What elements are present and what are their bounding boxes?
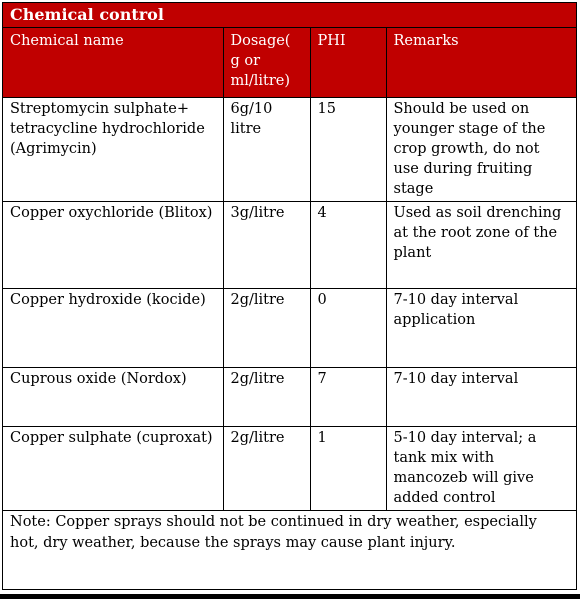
cell-phi: 1 [310,427,386,511]
cell-remarks: 7-10 day interval [386,368,576,427]
cell-remarks: 5-10 day interval; a tank mix with mancozeb will give added control [386,427,576,511]
cell-phi: 4 [310,202,386,289]
column-header-phi: PHI [310,28,386,98]
cell-dosage: 2g/litre [223,368,310,427]
cell-phi: 0 [310,289,386,368]
cell-chemical-name: Streptomycin sulphate+ tetracycline hydrochloride (Agrimycin) [3,98,223,202]
cell-chemical-name: Cuprous oxide (Nordox) [3,368,223,427]
table-row [3,427,576,511]
table-row [3,98,576,202]
chemical-control-table-frame [2,2,577,590]
cell-remarks: Should be used on younger stage of the crop growth, do not use during fruiting stage [386,98,576,202]
cell-phi: 7 [310,368,386,427]
column-header-chemical-name: Chemical name [3,28,223,98]
cell-dosage: 2g/litre [223,289,310,368]
cell-dosage: 2g/litre [223,427,310,511]
note-text: Note: Copper sprays should not be continued in dry weather, especially hot, dry weather, because the sprays may cause plant injury. [3,511,576,595]
cell-dosage: 6g/10 litre [223,98,310,202]
column-header-dosage: Dosage( g or ml/litre) [223,28,310,98]
table-row [3,202,576,289]
cell-remarks: Used as soil drenching at the root zone of the plant [386,202,576,289]
column-header-remarks: Remarks [386,28,576,98]
table-row [3,289,576,368]
cell-phi: 15 [310,98,386,202]
cell-chemical-name: Copper oxychloride (Blitox) [3,202,223,289]
table-row [3,368,576,427]
note-row [3,511,576,595]
table-title: Chemical control [3,3,576,27]
chemical-control-table [3,27,576,595]
bottom-rule [0,594,580,599]
cell-remarks: 7-10 day interval application [386,289,576,368]
cell-chemical-name: Copper sulphate (cuproxat) [3,427,223,511]
cell-chemical-name: Copper hydroxide (kocide) [3,289,223,368]
cell-dosage: 3g/litre [223,202,310,289]
header-row [3,28,576,98]
